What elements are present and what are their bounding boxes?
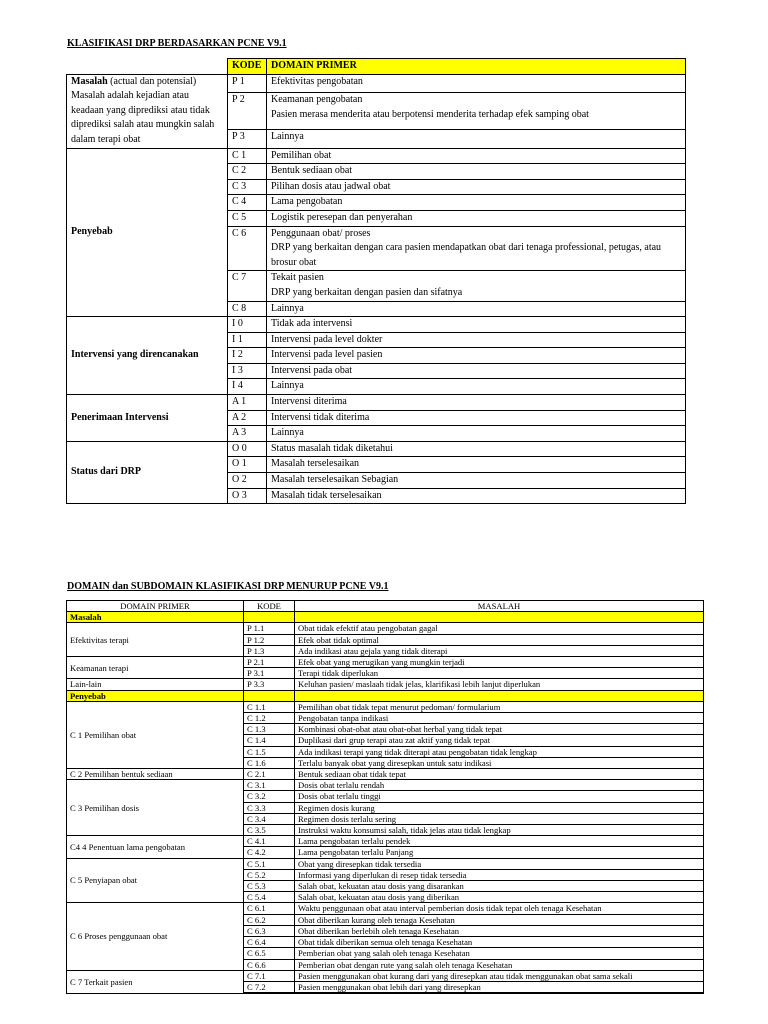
- table2-code: P 1.1: [244, 623, 295, 634]
- table1-row: [67, 148, 686, 164]
- table1-domain-line: Lainnya: [271, 427, 304, 439]
- table2-code: C 6.6: [244, 959, 295, 970]
- table1-domain-cell: [267, 164, 686, 180]
- table2-section-blank: [244, 690, 295, 701]
- table1-header-row: [67, 59, 686, 75]
- table2-code: C 1.1: [244, 701, 295, 712]
- table1-header-domain: DOMAIN PRIMER: [267, 59, 686, 75]
- table2-row: [67, 657, 704, 668]
- table2-problem: Kombinasi obat-obat atau obat-obat herbal yang tidak tepat: [295, 724, 704, 735]
- table2-header-kode: KODE: [244, 601, 295, 612]
- table1-code: I 3: [228, 363, 267, 379]
- table1-domain-cell: [267, 441, 686, 457]
- table2-code: C 3.4: [244, 813, 295, 824]
- table1-domain-line: Pasien merasa menderita atau berpotensi menderita terhadap efek samping obat: [271, 108, 589, 120]
- table1-domain-cell: [267, 301, 686, 317]
- table2-code: C 1.4: [244, 735, 295, 746]
- table1-domain-cell: [267, 332, 686, 348]
- table1-code: O 1: [228, 457, 267, 473]
- table2-group-name: Keamanan terapi: [67, 657, 244, 679]
- table2-problem: Keluhan pasien/ maslaah tidak jelas, klarifikasi lebih lanjut diperlukan: [295, 679, 704, 690]
- table2-row: [67, 858, 704, 869]
- table2-code: P 1.3: [244, 645, 295, 656]
- table1-domain-line: Intervensi pada obat: [271, 364, 353, 376]
- table2-problem: Pasien menggunakan obat kurang dari yang diresepkan atau tidak menggunakan obat sama sekali: [295, 970, 704, 981]
- table1-code: O 2: [228, 473, 267, 489]
- table2-code: P 2.1: [244, 657, 295, 668]
- table1-domain-cell: [267, 473, 686, 489]
- table2-row: [67, 780, 704, 791]
- table1-group-cell: [67, 148, 228, 317]
- table1-domain-cell: [267, 271, 686, 301]
- table1-domain-line: Tekait pasien: [271, 272, 324, 284]
- table1-domain-line: Logistik peresepan dan penyerahan: [271, 211, 413, 223]
- table1-domain-cell: [267, 93, 686, 129]
- table2-problem: Obat tidak efektif atau pengobatan gagal: [295, 623, 704, 634]
- table2-problem: Instruksi waktu konsumsi salah, tidak jelas atau tidak lengkap: [295, 825, 704, 836]
- table1-code: I 2: [228, 348, 267, 364]
- table2-problem: Waktu penggunaan obat atau interval pemberian dosis tidak tepat oleh tenaga Kesehatan: [295, 903, 704, 914]
- table2-row: [67, 769, 704, 780]
- table2-code: P 1.2: [244, 634, 295, 645]
- table2-problem: Informasi yang diperlukan di resep tidak tersedia: [295, 869, 704, 880]
- table1-domain-line: Intervensi diterima: [271, 396, 347, 408]
- table2-section-row: [67, 690, 704, 701]
- table1-code: C 2: [228, 164, 267, 180]
- table2-section-blank: [244, 612, 295, 623]
- table2-code: C 5.1: [244, 858, 295, 869]
- table2-problem: Regimen dosis terlalu sering: [295, 813, 704, 824]
- table2-problem: Regimen dosis kurang: [295, 802, 704, 813]
- table1-domain-cell: [267, 179, 686, 195]
- table2-code: C 3.5: [244, 825, 295, 836]
- table1-code: O 3: [228, 488, 267, 504]
- table2-problem: Terapi tidak diperlukan: [295, 668, 704, 679]
- table2-group-name: C 5 Penyiapan obat: [67, 858, 244, 903]
- table1-domain-cell: [267, 195, 686, 211]
- table1-row: [67, 441, 686, 457]
- table1-code: C 8: [228, 301, 267, 317]
- table1-domain-cell: [267, 348, 686, 364]
- table1-code: C 5: [228, 210, 267, 226]
- table2-problem: Pasien menggunakan obat lebih dari yang diresepkan: [295, 981, 704, 992]
- table1-title: KLASIFIKASI DRP BERDASARKAN PCNE V9.1: [67, 38, 287, 49]
- table1-code: O 0: [228, 441, 267, 457]
- table2-code: C 5.2: [244, 869, 295, 880]
- table2-code: C 6.3: [244, 925, 295, 936]
- table2-group-name: Efektivitas terapi: [67, 623, 244, 657]
- drp-subdomain-table: [66, 600, 704, 994]
- table2-group-name: C 6 Proses penggunaan obat: [67, 903, 244, 970]
- table1-domain-cell: [267, 226, 686, 271]
- table2-group-name: Lain-lain: [67, 679, 244, 690]
- table1-domain-line: Tidak ada intervensi: [271, 318, 353, 330]
- table2-problem: [295, 993, 704, 994]
- table1-group-cell: [67, 395, 228, 442]
- table2-code: C 4.2: [244, 847, 295, 858]
- table1-code: A 2: [228, 410, 267, 426]
- table1-header-kode: KODE: [228, 59, 267, 75]
- table1-domain-cell: [267, 395, 686, 411]
- table1-group-name: Penyebab: [71, 226, 113, 238]
- table2-problem: Obat yang diresepkan tidak tersedia: [295, 858, 704, 869]
- table1-domain-line: Lainnya: [271, 302, 304, 314]
- table1-header-blank: [67, 59, 228, 75]
- table2-code: C 6.1: [244, 903, 295, 914]
- table2-problem: Duplikasi dari grup terapi atau zat aktif yang tidak tepat: [295, 735, 704, 746]
- table1-domain-line: Bentuk sediaan obat: [271, 165, 353, 177]
- table2-code: C 1.2: [244, 713, 295, 724]
- table1-code: P 2: [228, 93, 267, 129]
- table2-code: C 6.2: [244, 914, 295, 925]
- table2-group-name: C 3 Pemilihan dosis: [67, 780, 244, 836]
- table1-domain-line: DRP yang berkaitan dengan cara pasien mendapatkan obat dari tenaga professional, petugas, atau brosur obat: [271, 242, 662, 268]
- table1-row: [67, 317, 686, 333]
- table1-domain-line: Pemilihan obat: [271, 149, 332, 161]
- table2-problem: Dosis obat terlalu rendah: [295, 780, 704, 791]
- table1-domain-line: Efektivitas pengobatan: [271, 75, 363, 87]
- table1-group-name: Masalah: [71, 75, 108, 87]
- table1-domain-line: Intervensi pada level dokter: [271, 333, 383, 345]
- table2-code: C 3.2: [244, 791, 295, 802]
- table1-code: P 3: [228, 129, 267, 148]
- table1-domain-cell: [267, 317, 686, 333]
- table2-title: DOMAIN dan SUBDOMAIN KLASIFIKASI DRP MENURUP PCNE V9.1: [67, 581, 389, 592]
- table1-code: A 3: [228, 426, 267, 442]
- table1-domain-cell: [267, 410, 686, 426]
- table1-code: C 7: [228, 271, 267, 301]
- table2-problem: Dosis obat terlalu tinggi: [295, 791, 704, 802]
- table1-domain-cell: [267, 74, 686, 93]
- table1-domain-line: Status masalah tidak diketahui: [271, 442, 393, 454]
- table1-domain-line: Intervensi tidak diterima: [271, 411, 370, 423]
- table2-code: C 1.3: [244, 724, 295, 735]
- table1-group-name-rest: (actual dan potensial): [107, 75, 197, 87]
- table1-domain-line: Masalah terselesaikan Sebagian: [271, 474, 399, 486]
- table1-code: I 0: [228, 317, 267, 333]
- table2-code: C 1.5: [244, 746, 295, 757]
- table2-section-blank: [295, 612, 704, 623]
- table1-domain-cell: [267, 129, 686, 148]
- table1-group-description: Masalah adalah kejadian atau keadaan yang diprediksi atau tidak diprediksi salah atau mungkin salah dalam terapi obat: [71, 90, 215, 145]
- table1-group-cell: [67, 441, 228, 503]
- table2-header-row: [67, 601, 704, 612]
- table1-domain-line: Intervensi pada level pasien: [271, 349, 383, 361]
- table2-problem: Obat diberikan kurang oleh tenaga Kesehatan: [295, 914, 704, 925]
- table1-domain-line: Masalah terselesaikan: [271, 458, 360, 470]
- table2-section-name: Penyebab: [67, 690, 244, 701]
- table2-row: [67, 970, 704, 981]
- table2-row: [67, 903, 704, 914]
- table1-domain-line: Lainnya: [271, 380, 304, 392]
- table2-row: [67, 701, 704, 712]
- table2-problem: Ada indikasi terapi yang tidak diterapi atau pengobatan tidak lengkap: [295, 746, 704, 757]
- table2-header-domain: DOMAIN PRIMER: [67, 601, 244, 612]
- table2-problem: Pemberian obat yang salah oleh tenaga Kesehatan: [295, 948, 704, 959]
- table2-problem: Efek obat yang merugikan yang mungkin terjadi: [295, 657, 704, 668]
- table1-code: C 6: [228, 226, 267, 271]
- drp-subdomain-body: [67, 601, 704, 994]
- table1-row: [67, 74, 686, 93]
- table2-group-name: C 2 Pemilihan bentuk sediaan: [67, 769, 244, 780]
- table2-problem: Salah obat, kekuatan atau dosis yang diberikan: [295, 892, 704, 903]
- table2-group-name: C 1 Pemilihan obat: [67, 701, 244, 768]
- table2-code: P 3.3: [244, 679, 295, 690]
- table2-code: C 5.3: [244, 881, 295, 892]
- table2-section-row: [67, 612, 704, 623]
- table2-row: [67, 836, 704, 847]
- table2-problem: Obat tidak diberikan semua oleh tenaga Kesehatan: [295, 937, 704, 948]
- table1-code: C 4: [228, 195, 267, 211]
- table2-row: [67, 679, 704, 690]
- table1-code: I 1: [228, 332, 267, 348]
- table2-problem: Bentuk sediaan obat tidak tepat: [295, 769, 704, 780]
- table2-code: P 3.1: [244, 668, 295, 679]
- table1-code: I 4: [228, 379, 267, 395]
- table2-problem: Obat diberikan berlebih oleh tenaga Kesehatan: [295, 925, 704, 936]
- table1-domain-line: DRP yang berkaitan dengan pasien dan sifatnya: [271, 286, 463, 298]
- table2-problem: Pengobatan tanpa indikasi: [295, 713, 704, 724]
- table2-code: [244, 993, 295, 994]
- table1-group-cell: [67, 317, 228, 395]
- table1-domain-line: Lainnya: [271, 130, 304, 142]
- drp-classification-body: [67, 59, 686, 504]
- table1-group-name: Status dari DRP: [71, 466, 142, 478]
- table2-problem: Pemilihan obat tidak tepat menurut pedoman/ formularium: [295, 701, 704, 712]
- table2-problem: Salah obat, kekuatan atau dosis yang disarankan: [295, 881, 704, 892]
- table2-problem: Lama pengobatan terlalu Panjang: [295, 847, 704, 858]
- table2-code: C 3.1: [244, 780, 295, 791]
- table1-domain-cell: [267, 426, 686, 442]
- table1-code: C 3: [228, 179, 267, 195]
- table1-domain-cell: [267, 210, 686, 226]
- table1-group-cell: [67, 74, 228, 148]
- table1-code: A 1: [228, 395, 267, 411]
- table1-code: C 1: [228, 148, 267, 164]
- table2-code: C 7.1: [244, 970, 295, 981]
- table2-row: [67, 623, 704, 634]
- table2-header-masalah: MASALAH: [295, 601, 704, 612]
- table1-domain-line: Masalah tidak terselesaikan: [271, 489, 382, 501]
- table2-problem: Efek obat tidak optimal: [295, 634, 704, 645]
- table2-problem: Pemberian obat dengan rute yang salah oleh tenaga Kesehatan: [295, 959, 704, 970]
- table2-code: C 7.2: [244, 981, 295, 992]
- table2-code: C 6.5: [244, 948, 295, 959]
- table1-domain-cell: [267, 363, 686, 379]
- table1-domain-line: Penggunaan obat/ proses: [271, 227, 371, 239]
- table2-section-blank: [295, 690, 704, 701]
- table1-domain-cell: [267, 379, 686, 395]
- table2-code: C 4.1: [244, 836, 295, 847]
- table1-code: P 1: [228, 74, 267, 93]
- table2-problem: Lama pengobatan terlalu pendek: [295, 836, 704, 847]
- table1-row: [67, 395, 686, 411]
- table2-group-name: C4 4 Penentuan lama pengobatan: [67, 836, 244, 858]
- table1-domain-cell: [267, 488, 686, 504]
- table1-group-name: Penerimaan Intervensi: [71, 411, 169, 423]
- table1-group-name: Intervensi yang direncanakan: [71, 349, 199, 361]
- table2-group-name: C 7 Terkait pasien: [67, 970, 244, 993]
- drp-classification-table: [66, 58, 686, 504]
- table1-domain-line: Lama pengobatan: [271, 196, 343, 208]
- table2-code: C 3.3: [244, 802, 295, 813]
- table2-problem: Terlalu banyak obat yang diresepkan untuk satu indikasi: [295, 757, 704, 768]
- table2-code: C 6.4: [244, 937, 295, 948]
- table1-domain-line: Pilihan dosis atau jadwal obat: [271, 180, 391, 192]
- table2-section-name: Masalah: [67, 612, 244, 623]
- table2-code: C 2.1: [244, 769, 295, 780]
- table1-domain-line: Keamanan pengobatan: [271, 94, 363, 106]
- table2-code: C 1.6: [244, 757, 295, 768]
- table1-domain-cell: [267, 148, 686, 164]
- table2-problem: Ada indikasi atau gejala yang tidak diterapi: [295, 645, 704, 656]
- table2-code: C 5.4: [244, 892, 295, 903]
- table1-domain-cell: [267, 457, 686, 473]
